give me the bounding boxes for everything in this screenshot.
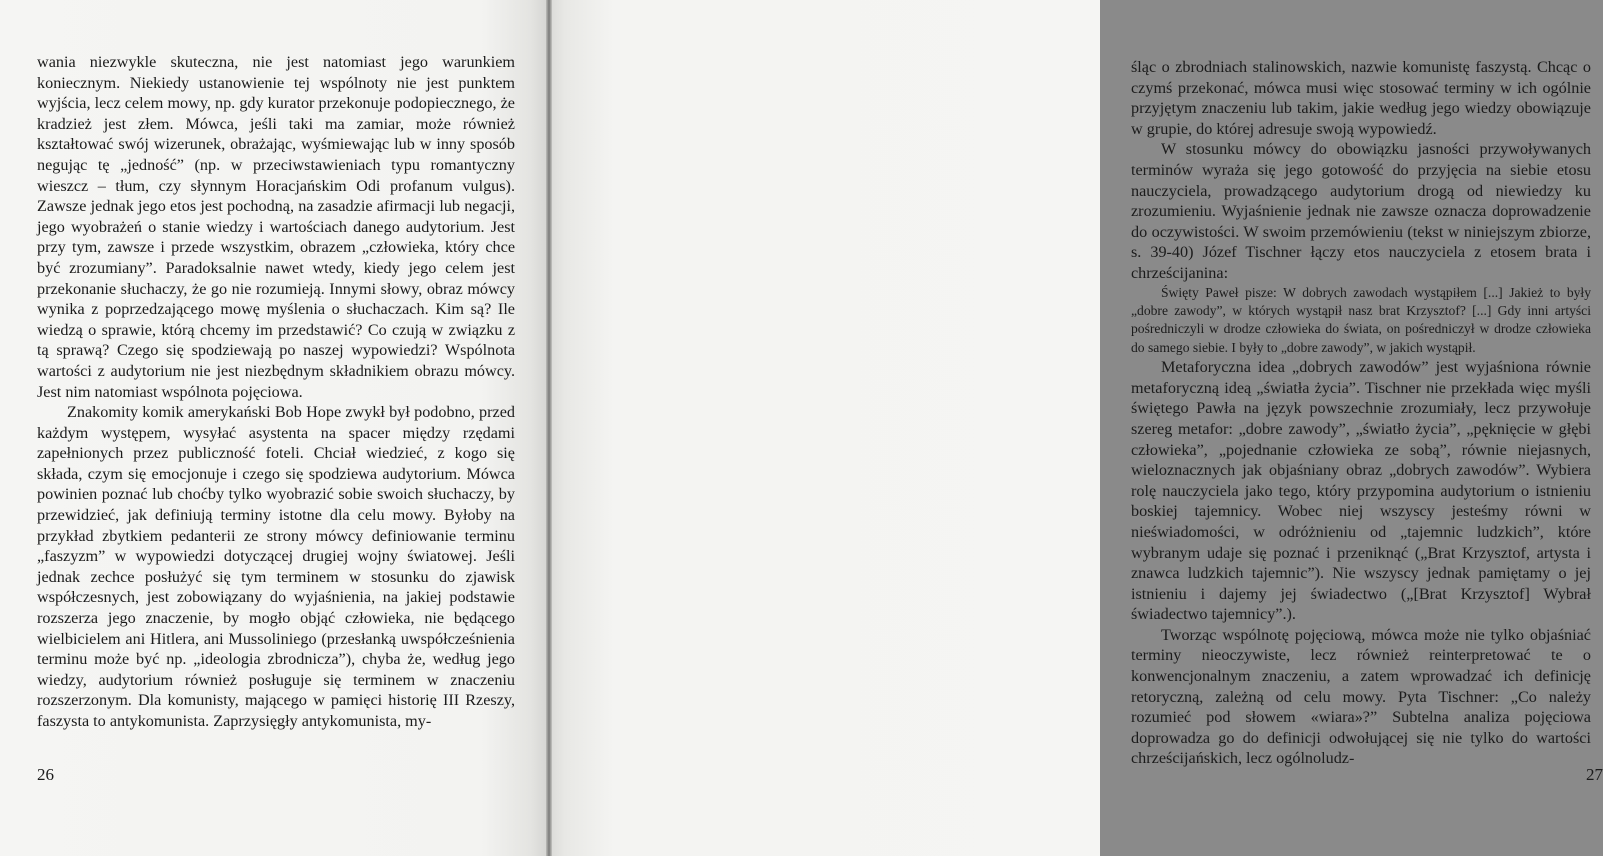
- right-paragraph-2: W stosunku mówcy do obowiązku jasności przywoływanych terminów wyraża się jego gotowość do przyjęcia na siebie etosu nauczyciela, prowadzącego audytorium drogą od niewiedzy ku zrozumieniu. Wyjaśnienie jednak nie zawsze oznacza doprowadzenie do oczywistości. W swoim przemówieniu (tekst w niniejszym zbiorze, s. 39-40) Józef Tischner łączy etos nauczyciela z etosem brata i chrześcijanina:: [1131, 140, 1591, 282]
- book-gutter: [546, 0, 552, 856]
- left-page: [0, 0, 548, 856]
- page-number-left: 26: [37, 765, 54, 784]
- page-number-right: 27: [1586, 765, 1603, 784]
- right-page-body: [1131, 57, 1591, 769]
- right-paragraph-4: Tworząc wspólnotę pojęciową, mówca może nie tylko objaśniać terminy nieoczywiste, lecz również reinterpretować te o konwencjonalnym znaczeniu, a zatem wprowadzać ich definicję retoryczną, zależną od celu mowy. Pyta Tischner: „Co należy rozumieć pod słowem «wiara»?” Subtelna analiza pojęciowa doprowadza go do definicji odwołującej się nie tylko do wartości chrześcijańskich, lecz ogólnoludz-: [1131, 625, 1591, 768]
- block-quote: Święty Paweł pisze: W dobrych zawodach wystąpiłem [...] Jakież to były „dobre zawody”, w których wystąpił nasz brat Krzysztof? [...] Gdy inni artyści pośredniczyli w drodze człowieka do świata, on pośredniczył w drodze człowieka do samego siebie. I były to „dobre zawody”, w jakich wystąpił.: [1131, 284, 1591, 355]
- left-paragraph-1: wania niezwykle skuteczna, nie jest natomiast jego warunkiem koniecznym. Niekiedy ustanowienie tej wspólnoty nie jest punktem wyjścia, lecz celem mowy, np. gdy kurator przekonuje podopiecznego, że kradzież jest złem. Mówca, jeśli taki ma zamiar, może również kształtować swój wizerunek, obrażając, wyśmiewając lub w inny sposób negując tę „jedność” (np. w przeciwstawieniach typu romantyczny wieszcz – tłum, czy słynnym Horacjańskim Odi profanum vulgus). Zawsze jednak jego etos jest pochodną, na zasadzie afirmacji lub negacji, jego wyobrażeń o stanie wiedzy i wartościach danego audytorium. Jest przy tym, zawsze i przede wszystkim, obrazem „człowieka, który chce być zrozumiany”. Paradoksalnie nawet wtedy, kiedy jego celem jest przekonanie słuchaczy, że go nie rozumieją. Innymi słowy, obraz mówcy wynika z poprzedzającego mowę myślenia o słuchaczach. Kim są? Ile wiedzą o sprawie, którą chcemy im przedstawić? Co czują w związku z tą sprawą? Czego się spodziewają po naszej wypowiedzi? Wspólnota wartości z audytorium nie jest niezbędnym składnikiem obrazu mówcy. Jest nim natomiast wspólnota pojęciowa.: [37, 53, 515, 401]
- left-paragraph-2: Znakomity komik amerykański Bob Hope zwykł był podobno, przed każdym występem, wysyłać asystenta na spacer między rzędami zapełnionych przez publiczność foteli. Chciał wiedzieć, z kogo się składa, czym się emocjonuje i czego się spodziewa audytorium. Mówca powinien poznać lub choćby tylko wyobrazić sobie swoich słuchaczy, by przewidzieć, jak definiują terminy istotne dla celu mowy. Byłoby na przykład zbytkiem pedanterii ze strony mówcy definiowanie terminu „faszyzm” w wypowiedzi dotyczącej drugiej wojny światowej. Jeśli jednak zechce posłużyć się tym terminem w stosunku do zjawisk współczesnych, jest zobowiązany do wyjaśnienia, na jakiej podstawie rozszerza jego znaczenie, by mogło objąć człowieka, nie będącego wielbicielem ani Hitlera, ani Mussoliniego (przesłanką uwspółcześnienia terminu może być np. „ideologia zbrodnicza”), chyba że, według jego wiedzy, audytorium również posługuje się terminem w znaczeniu rozszerzonym. Dla komunisty, mającego w pamięci historię III Rzeszy, faszysta to antykomunista. Zaprzysięgły antykomunista, my-: [37, 403, 515, 730]
- right-paragraph-3: Metaforyczna idea „dobrych zawodów” jest wyjaśniona równie metaforyczną ideą „światła życia”. Tischner nie przekłada więc myśli świętego Pawła na język powszechnie zrozumiały, lecz przywołuje szereg metafor: „dobre zawody”, „światło życia”, „pęknięcie w głębi człowieka”, „pojednanie człowieka ze sobą”, równie niejasnych, wieloznacznych jak objaśniany obraz „dobrych zawodów”. Wybiera rolę nauczyciela jako tego, który przypomina audytorium o istnieniu boskiej tajemnicy. Wobec niej wszyscy jesteśmy równi w nieświadomości, w odróżnieniu od „tajemnic ludzkich”, które wybranym udaje się poznać i przeniknąć („Brat Krzysztof, artysta i znawca ludzkich tajemnic”). Nie wszyscy jednak pamiętamy o jej istnieniu i dajemy jej świadectwo („[Brat Krzysztof] Wybrał świadectwo tajemnicy”.).: [1131, 358, 1591, 624]
- right-page: [548, 0, 1603, 856]
- left-page-body: [37, 52, 515, 732]
- right-paragraph-1: śląc o zbrodniach stalinowskich, nazwie komunistę faszystą. Chcąc o czymś przekonać, mówca musi więc stosować terminy w ich ogólnie przyjętym znaczeniu lub takim, jakie według jego wiedzy obowiązuje w grupie, do której adresuje swoją wypowiedź.: [1131, 58, 1591, 138]
